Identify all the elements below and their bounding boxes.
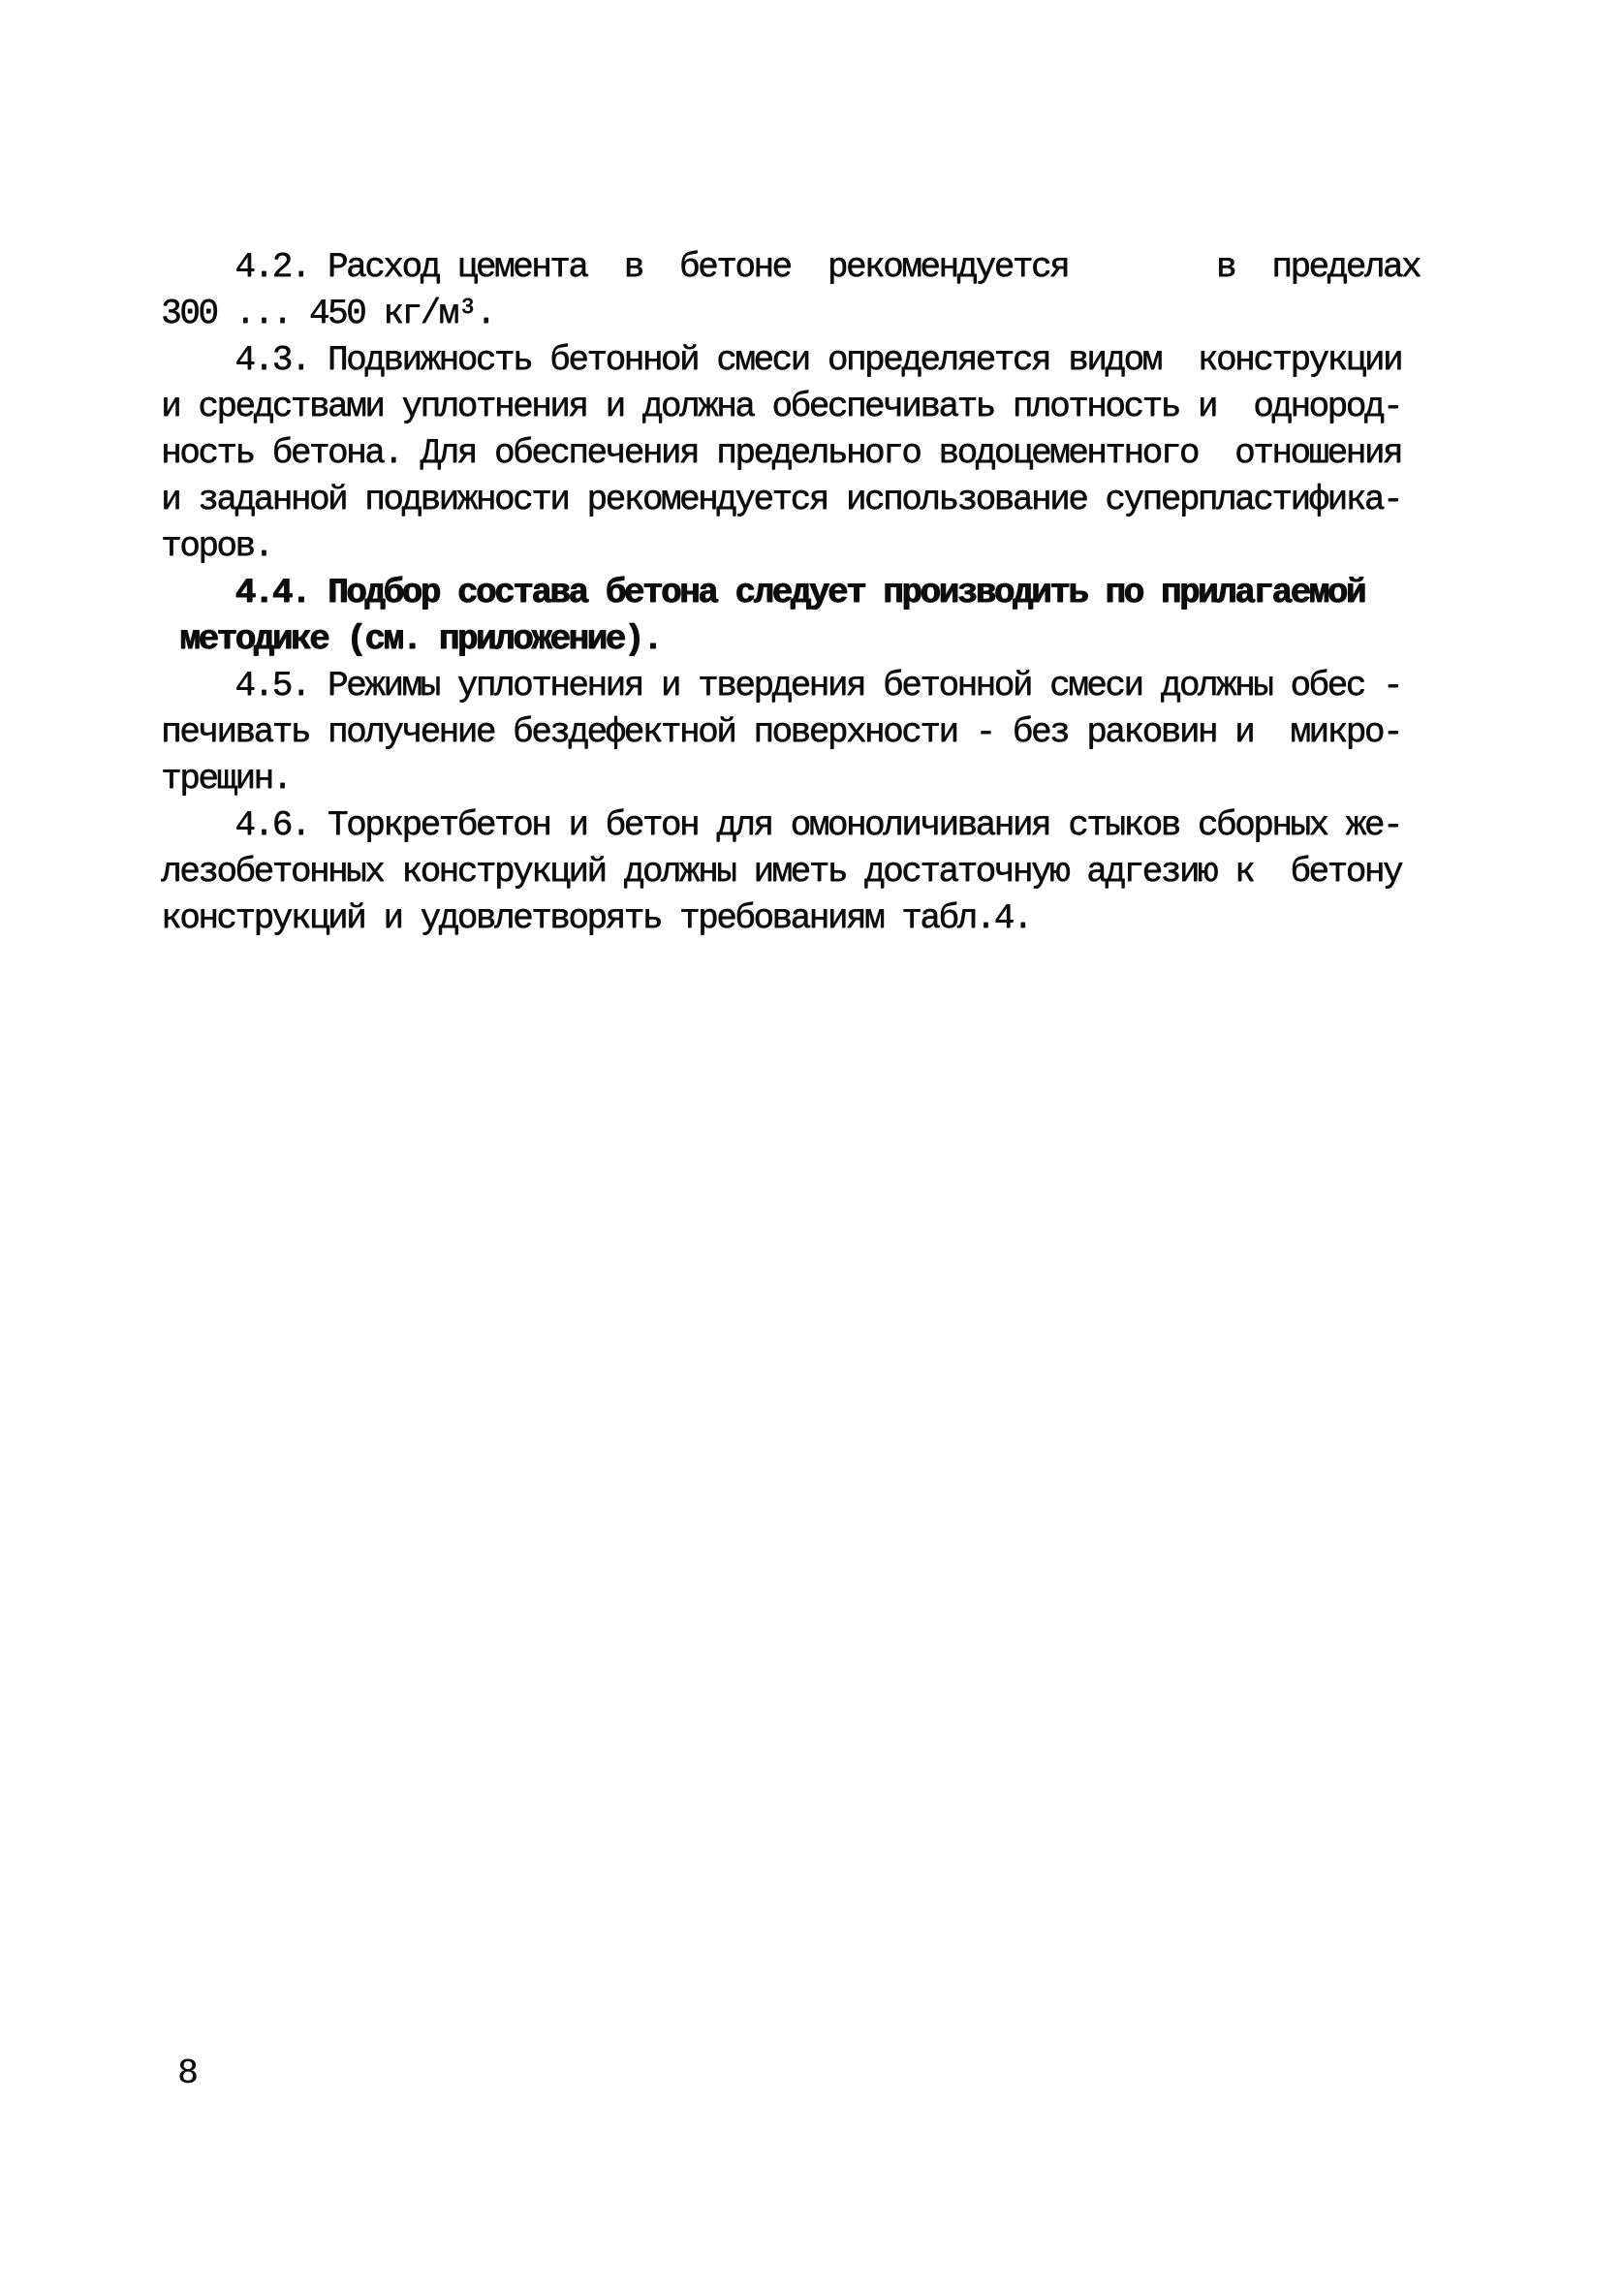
page-number: 8 (177, 2054, 199, 2093)
document-text (161, 244, 1420, 942)
line-4-6-3: конструкций и удовлетворять требованиям табл.4. (161, 898, 1031, 938)
line-4-4-1: 4.4. Подбор состава бетона следует производить по прилагаемой (161, 573, 1364, 612)
line-4-5-3: трещин. (161, 759, 291, 799)
line-4-6-1: 4.6. Торкретбетон и бетон для омоноличивания стыков сборных же- (161, 805, 1401, 845)
line-4-3-3: ность бетона. Для обеспечения предельного водоцементного отношения (161, 433, 1401, 473)
line-4-6-2: лезобетонных конструкций должны иметь достаточную адгезию к бетону (161, 852, 1401, 892)
line-4-5-2: печивать получение бездефектной поверхности - без раковин и микро- (161, 712, 1401, 752)
line-4-5-1: 4.5. Режимы уплотнения и твердения бетонной смеси должны обес - (161, 666, 1401, 706)
line-4-2-1: 4.2. Расход цемента в бетоне рекомендуется в пределах (161, 247, 1421, 287)
line-4-4-2: методике (см. приложение). (161, 619, 661, 659)
line-4-3-2: и средствами уплотнения и должна обеспечивать плотность и однород- (161, 387, 1401, 426)
line-4-3-4: и заданной подвижности рекомендуется использование суперпластифика- (161, 480, 1401, 519)
line-4-2-2: 300 ... 450 кг/м³. (161, 294, 494, 333)
line-4-3-1: 4.3. Подвижность бетонной смеси определяется видом конструкции (161, 340, 1401, 380)
line-4-3-5: торов. (161, 526, 272, 566)
